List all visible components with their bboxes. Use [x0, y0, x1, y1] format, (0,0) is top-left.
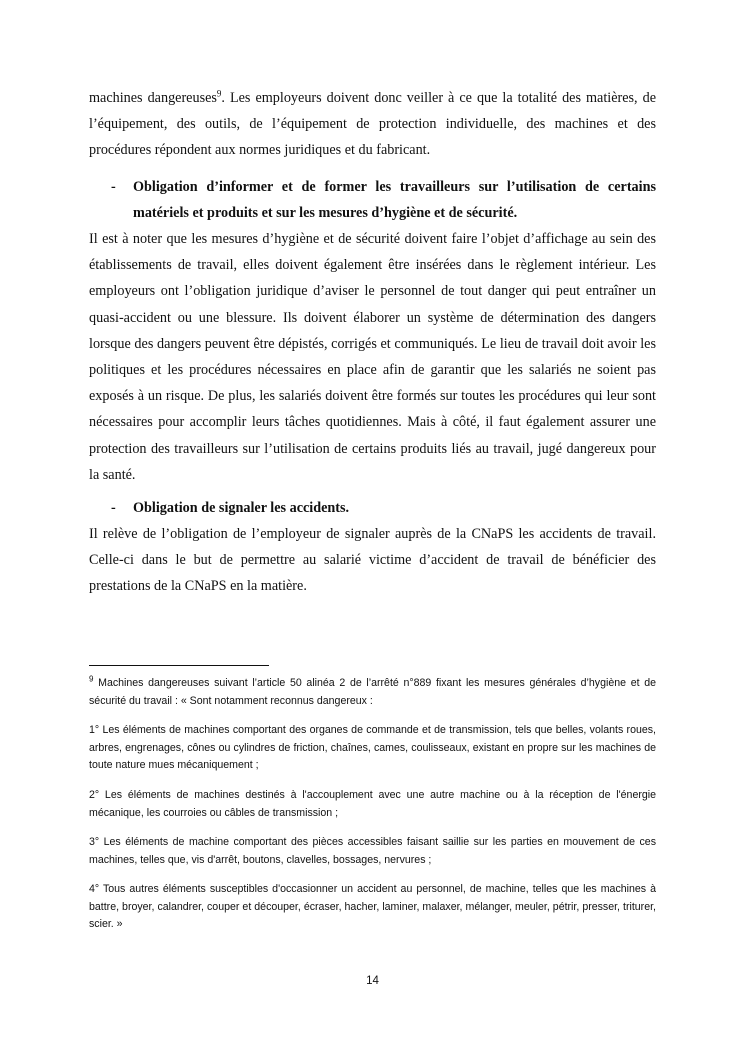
bullet-dash: - — [111, 500, 116, 516]
intro-paragraph — [89, 85, 656, 164]
intro-paragraph-rest: . Les employeurs doivent donc veiller à ce que la totalité des matières, de l’équipement, des outils, de l’équipement de protection individuelle, des machines et des procédures répondent aux normes juridiques et du fabricant. — [89, 90, 656, 159]
footnote-intro — [89, 675, 656, 710]
paragraph-safety-measures: Il est à noter que les mesures d’hygiène et de sécurité doivent faire l’objet d’affichage au sein des établissements de travail, elles doivent également être insérées dans le règlement intérieur. Les employeurs ont l’obligation juridique d’aviser le personnel de tout danger qui peut entraîner un quasi-accident ou une blessure. Ils doivent élaborer un système de détermination des dangers lorsque des dangers peuvent être dépistés, corrigés et communiqués. Le lieu de travail doit avoir les politiques et les procédures nécessaires en place afin de garantir que les salariés ne soient pas exposés à un risque. De plus, les salariés doivent être formés sur toutes les procédures qui leur sont nécessaires pour accomplir leurs tâches quotidiennes. Mais à côté, il faut également assurer une protection des travailleurs sur l’utilisation de certains produits liés au travail, jugé dangereux pour la santé. — [89, 231, 656, 483]
heading-text: Obligation de signaler les accidents. — [133, 500, 350, 516]
footnote-item: 2° Les éléments de machines destinés à l'accouplement avec une autre machine ou à la réception de l'énergie mécanique, les courroies ou câbles de transmission ; — [89, 789, 656, 819]
page-number: 14 — [366, 975, 379, 987]
heading-information-obligation — [89, 174, 656, 226]
bullet-dash: - — [111, 179, 116, 195]
paragraph-accident-reporting: Il relève de l’obligation de l’employeur de signaler auprès de la CNaPS les accidents de travail. Celle-ci dans le but de permettre au salarié victime d’accident de travail de bénéficier des prestations de la CNaPS en la matière. — [89, 526, 656, 595]
footnote-reference[interactable]: 9 — [216, 88, 222, 99]
footnote-intro-text: Machines dangereuses suivant l’article 50 alinéa 2 de l’arrêté n°889 fixant les mesures générales d’hygiène et de sécurité du travail : « Sont notamment reconnus dangereux : — [89, 677, 656, 707]
footnote-item: 3° Les éléments de machine comportant des pièces accessibles faisant saillie sur les parties en mouvement de ces machines, telles que, vis d'arrêt, boutons, clavelles, bossages, nervures ; — [89, 836, 656, 866]
footnote-item: 4° Tous autres éléments susceptibles d'occasionner un accident au personnel, de machine, telles que les machines à battre, broyer, calandrer, couper et découper, écraser, hacher, laminer, malaxer, mélanger, meuler, pétrir, presser, triturer, scier. » — [89, 883, 656, 931]
intro-paragraph-start: machines dangereuses — [89, 90, 217, 106]
footnote-number: 9 — [89, 674, 94, 684]
heading-text: Obligation d’informer et de former les travailleurs sur l’utilisation de certains matériels et produits et sur les mesures d’hygiène et de sécurité. — [133, 179, 656, 222]
heading-accident-reporting — [89, 495, 656, 521]
footnote-separator — [89, 665, 269, 666]
footnote-item: 1° Les éléments de machines comportant des organes de commande et de transmission, tels que belles, volants roues, arbres, engrenages, cônes ou cylindres de friction, chaînes, cames, coulisseaux, existant en propre sur les machines de toute nature mues mécaniquement ; — [89, 724, 656, 772]
